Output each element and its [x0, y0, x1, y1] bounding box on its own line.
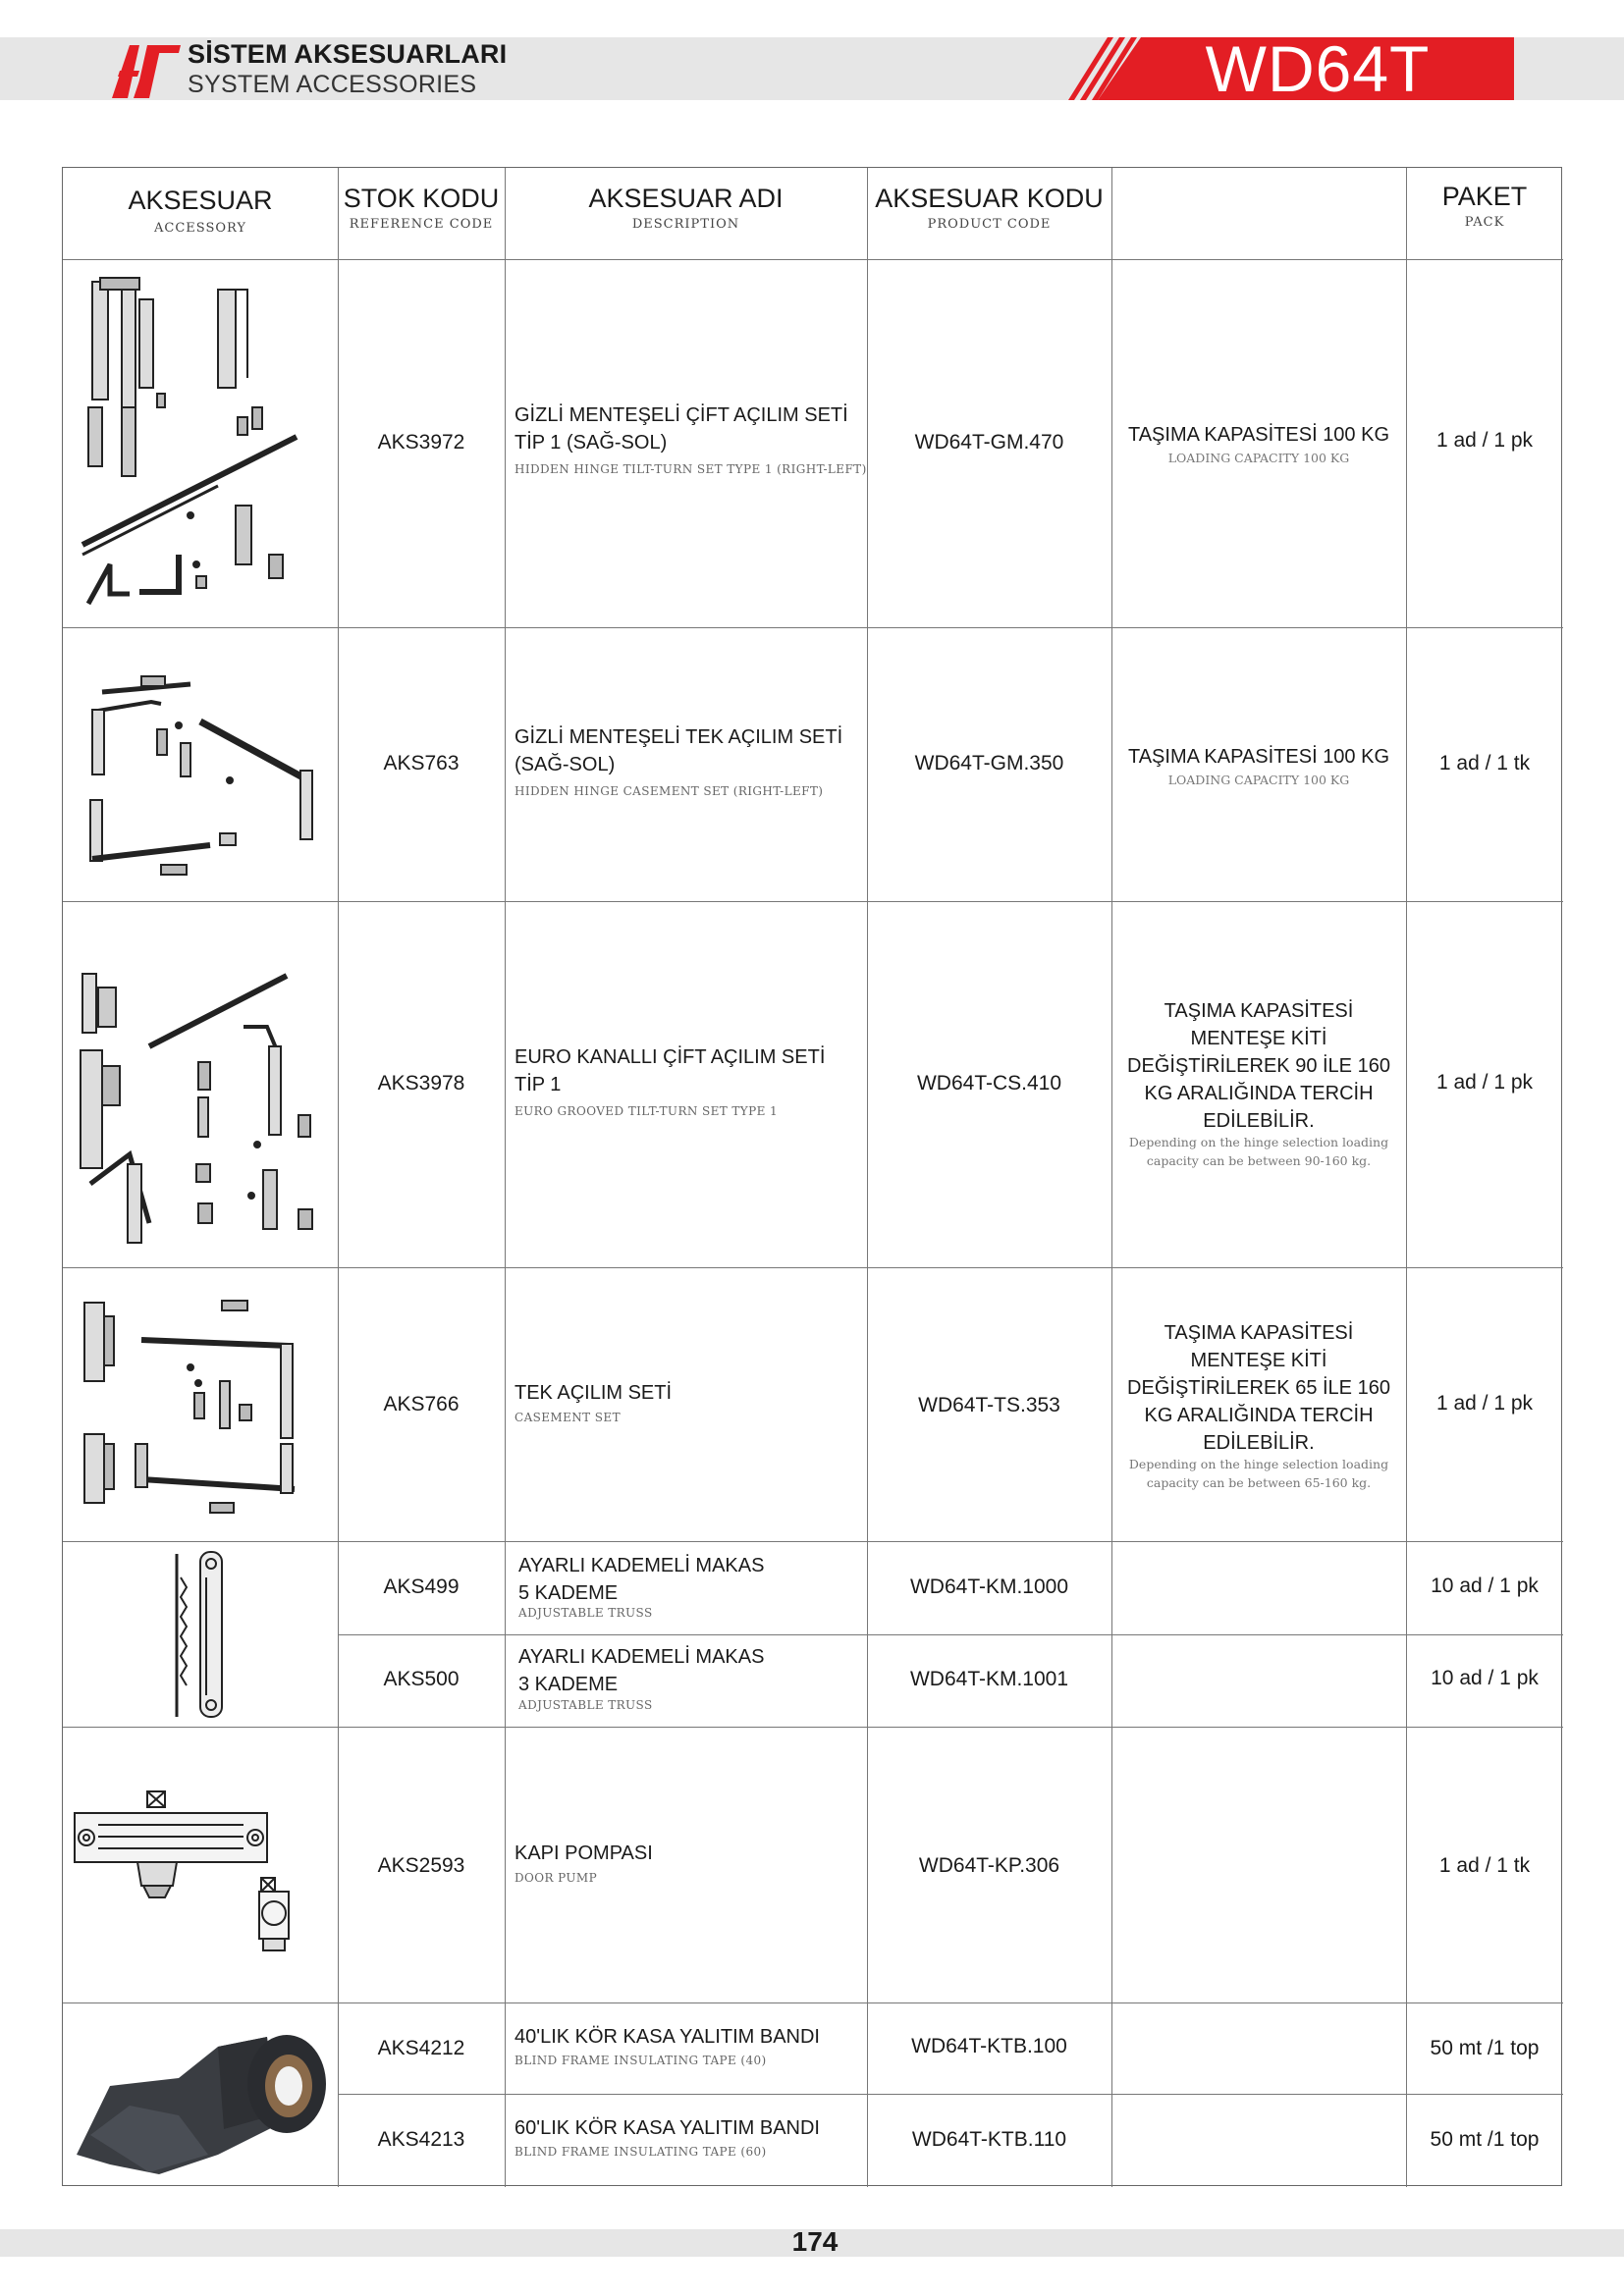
row-2-pack: 1 ad / 1 pk: [1435, 1071, 1534, 1094]
row-7-description: 40'LIK KÖR KASA YALITIM BANDI: [514, 2026, 820, 2048]
row-1-note-en: LOADING CAPACITY 100 KG: [1167, 773, 1350, 787]
insulating-tape-roll-icon: [71, 2007, 332, 2184]
row-7-reference: AKS4212: [377, 2037, 465, 2059]
col-header-accessory-en: ACCESSORY: [154, 221, 246, 236]
row-1-description: GİZLİ MENTEŞELİ TEK AÇILIM SETİ (SAĞ-SOL): [514, 726, 843, 775]
col-header-reference-en: REFERENCE CODE: [349, 217, 494, 232]
row-7-pack: 50 mt /1 top: [1430, 2037, 1540, 2059]
row-4-description: AYARLI KADEMELİ MAKAS 5 KADEME: [518, 1555, 765, 1604]
row-0-description-en: HIDDEN HINGE TILT-TURN SET TYPE 1 (RIGHT-LEFT): [514, 462, 867, 476]
row-5-description: AYARLI KADEMELİ MAKAS 3 KADEME: [518, 1646, 765, 1695]
accessory-table: [62, 167, 1562, 2186]
row-3-note: TAŞIMA KAPASİTESİ MENTEŞE KİTİ DEĞİŞTİRİLEREK 65 İLE 160 KG ARALIĞINDA TERCİH EDİLEBİLİR.: [1127, 1322, 1390, 1454]
row-2-description: EURO KANALLI ÇİFT AÇILIM SETİ TİP 1: [514, 1046, 826, 1095]
row-5-pack: 10 ad / 1 pk: [1431, 1667, 1539, 1689]
row-1-reference: AKS763: [383, 752, 460, 774]
row-8-product-code: WD64T-KTB.110: [911, 2128, 1067, 2151]
euro-grooved-tilt-turn-set-icon: [71, 968, 334, 1253]
page-number: 174: [791, 2226, 839, 2257]
col-header-pack-en: PACK: [1464, 215, 1505, 230]
row-1-pack: 1 ad / 1 tk: [1438, 752, 1531, 774]
col-header-product: AKSESUAR KODU: [875, 184, 1104, 213]
row-7-product-code: WD64T-KTB.100: [911, 2035, 1067, 2057]
row-6-description: KAPI POMPASI: [514, 1842, 653, 1864]
row-3-pack: 1 ad / 1 pk: [1435, 1392, 1534, 1415]
row-0-description: GİZLİ MENTEŞELİ ÇİFT AÇILIM SETİ TİP 1 (SAĞ-SOL): [514, 404, 848, 454]
row-3-product-code: WD64T-TS.353: [918, 1394, 1060, 1416]
col-header-pack: PAKET: [1441, 182, 1528, 211]
model-code: WD64T: [1205, 32, 1431, 105]
row-1-description-en: HIDDEN HINGE CASEMENT SET (RIGHT-LEFT): [514, 784, 824, 798]
hidden-hinge-casement-set-icon: [73, 672, 330, 879]
row-2-product-code: WD64T-CS.410: [916, 1072, 1062, 1095]
row-4-reference: AKS499: [383, 1575, 460, 1598]
row-3-description-en: CASEMENT SET: [514, 1411, 621, 1424]
row-5-description-en: ADJUSTABLE TRUSS: [518, 1698, 653, 1712]
row-3-note-en: Depending on the hinge selection loading capacity can be between 65-160 kg.: [1128, 1457, 1389, 1490]
col-header-accessory: AKSESUAR: [128, 186, 273, 215]
row-4-product-code: WD64T-KM.1000: [909, 1575, 1069, 1598]
row-8-description: 60'LIK KÖR KASA YALITIM BANDI: [514, 2117, 820, 2139]
row-8-pack: 50 mt /1 top: [1430, 2128, 1540, 2151]
row-4-pack: 10 ad / 1 pk: [1431, 1575, 1539, 1597]
adjustable-truss-icon: [161, 1548, 249, 1721]
row-1-product-code: WD64T-GM.350: [914, 752, 1064, 774]
row-2-reference: AKS3978: [377, 1072, 465, 1095]
header-title-en: SYSTEM ACCESSORIES: [188, 71, 477, 98]
col-header-reference: STOK KODU: [343, 184, 500, 213]
row-0-note-en: LOADING CAPACITY 100 KG: [1167, 451, 1350, 465]
row-8-reference: AKS4213: [377, 2128, 465, 2151]
row-6-pack: 1 ad / 1 tk: [1438, 1854, 1531, 1877]
door-pump-icon: [71, 1788, 332, 1964]
row-4-description-en: ADJUSTABLE TRUSS: [518, 1606, 653, 1620]
row-5-reference: AKS500: [383, 1668, 460, 1690]
row-2-note: TAŞIMA KAPASİTESİ MENTEŞE KİTİ DEĞİŞTİRİLEREK 90 İLE 160 KG ARALIĞINDA TERCİH EDİLEBİLİR.: [1127, 1000, 1390, 1132]
col-header-product-en: PRODUCT CODE: [927, 217, 1052, 232]
row-8-description-en: BLIND FRAME INSULATING TAPE (60): [514, 2145, 767, 2159]
casement-set-icon: [73, 1297, 330, 1522]
row-3-reference: AKS766: [383, 1393, 460, 1415]
col-header-description-en: DESCRIPTION: [631, 217, 740, 232]
row-5-product-code: WD64T-KM.1001: [909, 1668, 1069, 1690]
col-header-description: AKSESUAR ADI: [588, 184, 784, 213]
row-0-pack: 1 ad / 1 pk: [1435, 429, 1534, 452]
row-1-note: TAŞIMA KAPASİTESİ 100 KG: [1127, 746, 1390, 768]
row-0-note: TAŞIMA KAPASİTESİ 100 KG: [1127, 424, 1390, 446]
brand-logo: [110, 37, 183, 100]
hidden-hinge-tilt-turn-set-icon: [71, 270, 332, 617]
row-0-reference: AKS3972: [377, 431, 465, 454]
row-6-product-code: WD64T-KP.306: [918, 1854, 1060, 1877]
header-title-tr: SİSTEM AKSESUARLARI: [188, 39, 508, 69]
row-2-note-en: Depending on the hinge selection loading capacity can be between 90-160 kg.: [1128, 1135, 1389, 1168]
row-2-description-en: EURO GROOVED TILT-TURN SET TYPE 1: [514, 1104, 779, 1118]
row-6-description-en: DOOR PUMP: [514, 1871, 598, 1885]
row-0-product-code: WD64T-GM.470: [914, 431, 1064, 454]
row-7-description-en: BLIND FRAME INSULATING TAPE (40): [514, 2054, 767, 2067]
row-3-description: TEK AÇILIM SETİ: [514, 1382, 673, 1404]
row-6-reference: AKS2593: [377, 1854, 465, 1877]
